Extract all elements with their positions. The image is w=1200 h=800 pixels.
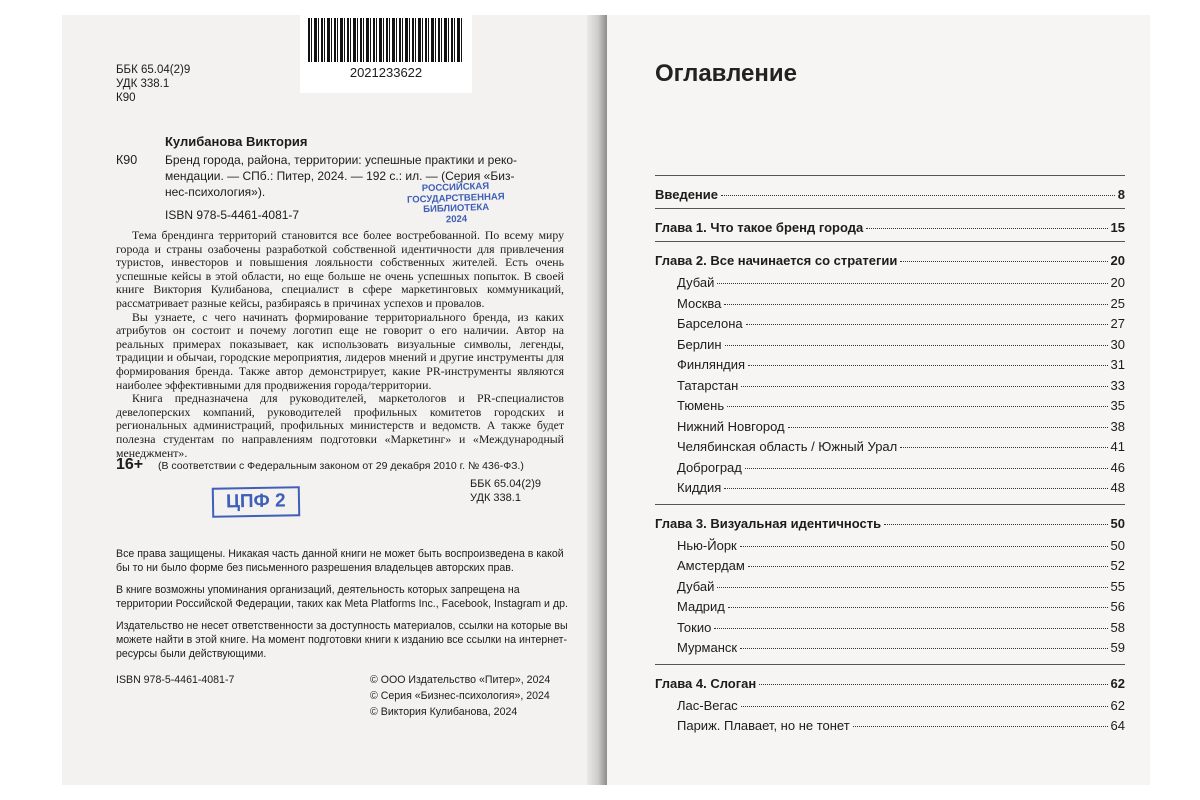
toc-divider xyxy=(655,504,1125,505)
toc-entry-label: Введение xyxy=(655,187,718,202)
toc-subentry xyxy=(677,316,1125,332)
toc-subentry xyxy=(677,698,1125,714)
toc-page-number: 62 xyxy=(1110,697,1125,713)
toc-entry-label: Дубай xyxy=(677,275,715,290)
toc-page-number: 41 xyxy=(1110,439,1125,454)
toc-entry-label: Глава 1. Что такое бренд города xyxy=(655,220,864,235)
toc-leader-dots xyxy=(727,406,1107,407)
toc-subentry xyxy=(677,620,1125,636)
copyright-line: © Серия «Бизнес-психология», 2024 xyxy=(370,690,550,702)
stamp-line: ГОСУДАРСТВЕННАЯ xyxy=(406,190,505,206)
barcode-number: 2021233622 xyxy=(349,65,423,80)
toc-page-number: 62 xyxy=(1110,675,1125,691)
legal-notices xyxy=(116,547,568,669)
toc-divider xyxy=(655,175,1125,176)
toc-entry-label: Дубай xyxy=(677,578,715,594)
toc-subentry xyxy=(677,460,1125,476)
toc-entry-label: Мурманск xyxy=(677,640,738,655)
toc-entry-label: Берлин xyxy=(677,336,722,352)
udk-code-bottom: УДК 338.1 xyxy=(470,492,521,504)
toc-subentry xyxy=(677,579,1125,595)
toc-chapter xyxy=(655,220,1125,236)
toc-chapter xyxy=(655,187,1125,203)
toc-entry-label: Нью-Йорк xyxy=(677,537,737,553)
bib-line: Бренд города, района, территории: успешные практики и реко- xyxy=(165,153,518,167)
age-rating: 16+ xyxy=(116,456,144,473)
toc-leader-dots xyxy=(717,587,1107,588)
copyright-line: © Виктория Кулибанова, 2024 xyxy=(370,706,518,718)
toc-subentry xyxy=(677,599,1125,615)
book-spread xyxy=(62,15,1150,785)
toc-entry-label: Барселона xyxy=(677,316,743,331)
toc-page-number: 20 xyxy=(1110,253,1125,268)
toc-entry-label: Челябинская область / Южный Урал xyxy=(677,439,898,454)
toc-divider xyxy=(655,208,1125,209)
toc-entry-label: Токио xyxy=(677,619,712,635)
toc-subentry xyxy=(677,398,1125,414)
toc-leader-dots xyxy=(853,726,1108,727)
library-stamp xyxy=(406,181,505,226)
toc-subentry xyxy=(677,538,1125,554)
toc-subentry xyxy=(677,480,1125,496)
toc-leader-dots xyxy=(746,324,1108,325)
toc-chapter xyxy=(655,253,1125,269)
toc-leader-dots xyxy=(741,706,1108,707)
toc-page-number: 46 xyxy=(1110,459,1125,475)
toc-leader-dots xyxy=(900,261,1107,262)
toc-page-number: 20 xyxy=(1110,275,1125,290)
stamp-line: 2024 xyxy=(445,213,468,225)
udk-code: УДК 338.1 xyxy=(116,78,170,90)
toc-leader-dots xyxy=(714,628,1107,629)
toc-page-number: 55 xyxy=(1110,578,1125,594)
toc-page-number: 27 xyxy=(1110,316,1125,331)
toc-entry-label: Париж. Плавает, но не тонет xyxy=(677,718,850,733)
cpf-stamp: ЦПФ 2 xyxy=(212,486,300,518)
toc-subentry xyxy=(677,640,1125,656)
toc-leader-dots xyxy=(745,468,1108,469)
toc-page-number: 48 xyxy=(1110,480,1125,495)
toc-leader-dots xyxy=(724,304,1107,305)
bib-line: нес-психология»). xyxy=(165,185,266,199)
toc-entry-label: Доброград xyxy=(677,459,742,475)
copyright-page xyxy=(62,15,587,785)
copyright-line: © ООО Издательство «Питер», 2024 xyxy=(370,674,551,686)
toc-page-number: 25 xyxy=(1110,295,1125,311)
annotation-paragraph: Вы узнаете, с чего начинать формирование территориального бренда, из каких атрибутов он состоит и почему логотип еще не говорит о его наличии. Автор на реальных примерах показывает, как использовать визуальные символы, легенды, традиции и обычаи, городские мероприятия, лидеров мнений и другие инструменты для формирования бренда. Также автор демонстрирует, какие PR-инструменты являются наиболее эффективными для продвижения города/территории. xyxy=(116,309,564,392)
toc-entry-label: Амстердам xyxy=(677,558,745,573)
legal-paragraph: В книге возможны упоминания организаций, деятельность которых запрещена на территории Российской Федерации, таких как Meta Platforms Inc., Facebook, Instagram и др. xyxy=(116,584,568,610)
toc-entry-label: Лас-Вегас xyxy=(677,697,738,713)
toc-title: Оглавление xyxy=(655,60,797,87)
toc-subentry xyxy=(677,357,1125,373)
annotation-paragraph: Книга предназначена для руководителей, маркетологов и PR-специалистов девелоперских компаний, руководителей профильных комитетов городских и региональных администраций, профильных министерств и ведомств. А также будет полезна студентам по направлениям подготовки «Маркетинг» и «Международный менеджмент». xyxy=(116,391,564,460)
toc-page-number: 15 xyxy=(1110,220,1125,235)
toc-page-number: 59 xyxy=(1110,640,1125,655)
author-name: Кулибанова Виктория xyxy=(165,134,308,149)
toc-leader-dots xyxy=(866,228,1107,229)
toc-page-number: 64 xyxy=(1110,718,1125,733)
isbn: ISBN 978-5-4461-4081-7 xyxy=(165,208,300,222)
toc-subentry xyxy=(677,558,1125,574)
toc-entry-label: Финляндия xyxy=(677,357,746,372)
toc-page-number: 33 xyxy=(1110,377,1125,393)
toc-entry-label: Глава 4. Слоган xyxy=(655,675,757,691)
isbn-bottom: ISBN 978-5-4461-4081-7 xyxy=(116,674,235,686)
annotation-paragraph: Тема брендинга территорий становится все более востребованной. По всему миру города и страны озабочены разработкой собственной идентичности для привлечения туристов, инвесторов и повышения лояльности собственных жителей. Есть очень успешные кейсы в этой области, но еще больше не очень успешных попыток. В своей книге Виктория Кулибанова, специалист в сфере маркетинговых коммуникаций, рассматривает разные кейсы, разбираясь в причинах успехов и провалов. xyxy=(116,228,564,310)
toc-subentry xyxy=(677,296,1125,312)
bib-line: мендации. — СПб.: Питер, 2024. — 192 с.: ил. — (Серия «Биз- xyxy=(165,169,515,183)
toc-leader-dots xyxy=(724,488,1107,489)
bbk-code-bottom: ББК 65.04(2)9 xyxy=(470,478,541,490)
toc-leader-dots xyxy=(740,546,1108,547)
annotation xyxy=(116,229,564,460)
legal-paragraph: Все права защищены. Никакая часть данной книги не может быть воспроизведена в какой бы то ни было форме без письменного разрешения владельцев авторских прав. xyxy=(116,548,564,574)
toc-chapter xyxy=(655,516,1125,532)
toc-chapter xyxy=(655,676,1125,692)
toc-subentry xyxy=(677,378,1125,394)
author-mark: К90 xyxy=(116,92,136,104)
stamp-line: РОССИЙСКАЯ xyxy=(421,180,490,195)
age-note: (В соответствии с Федеральным законом от 29 декабря 2010 г. № 436-ФЗ.) xyxy=(158,460,524,472)
toc-page xyxy=(607,15,1150,785)
toc-divider xyxy=(655,241,1125,242)
stamp-line: БИБЛИОТЕКА xyxy=(423,201,490,216)
book-gutter xyxy=(587,15,607,785)
toc-leader-dots xyxy=(788,427,1108,428)
toc-entry-label: Нижний Новгород xyxy=(677,418,785,434)
legal-paragraph: Издательство не несет ответственности за доступность материалов, ссылки на которые вы можете найти в этой книге. На момент подготовки книги к изданию все ссылки на интернет-ресурсы были действующими. xyxy=(116,620,568,660)
toc-entry-label: Москва xyxy=(677,295,722,311)
toc-leader-dots xyxy=(900,447,1107,448)
toc-leader-dots xyxy=(740,648,1107,649)
toc-subentry xyxy=(677,275,1125,291)
toc-leader-dots xyxy=(728,607,1108,608)
toc-entry-label: Мадрид xyxy=(677,599,725,614)
toc-leader-dots xyxy=(748,566,1108,567)
toc-leader-dots xyxy=(725,345,1108,346)
toc-entry-label: Татарстан xyxy=(677,377,739,393)
toc-entry-label: Глава 2. Все начинается со стратегии xyxy=(655,253,898,268)
toc-leader-dots xyxy=(741,386,1107,387)
toc-page-number: 35 xyxy=(1110,398,1125,413)
toc-page-number: 58 xyxy=(1110,619,1125,635)
bbk-code: ББК 65.04(2)9 xyxy=(116,64,191,76)
toc-subentry xyxy=(677,419,1125,435)
toc-divider xyxy=(655,664,1125,665)
toc-page-number: 31 xyxy=(1110,357,1125,372)
toc-subentry xyxy=(677,439,1125,455)
toc-page-number: 52 xyxy=(1110,558,1125,573)
author-code: К90 xyxy=(116,153,138,167)
barcode-bars xyxy=(308,18,464,62)
toc-leader-dots xyxy=(884,524,1107,525)
toc-entry-label: Глава 3. Визуальная идентичность xyxy=(655,515,882,531)
toc-entry-label: Киддия xyxy=(677,480,722,495)
toc-page-number: 30 xyxy=(1110,336,1125,352)
toc-page-number: 50 xyxy=(1110,515,1125,531)
toc-leader-dots xyxy=(721,195,1115,196)
toc-page-number: 56 xyxy=(1110,599,1125,614)
toc-subentry xyxy=(677,718,1125,734)
toc-entry-label: Тюмень xyxy=(677,398,725,413)
toc-page-number: 8 xyxy=(1117,187,1125,202)
toc-subentry xyxy=(677,337,1125,353)
toc-leader-dots xyxy=(748,365,1108,366)
toc-page-number: 38 xyxy=(1110,418,1125,434)
barcode-sticker xyxy=(300,15,472,93)
toc-page-number: 50 xyxy=(1110,537,1125,553)
toc-leader-dots xyxy=(717,283,1107,284)
toc-leader-dots xyxy=(759,684,1107,685)
